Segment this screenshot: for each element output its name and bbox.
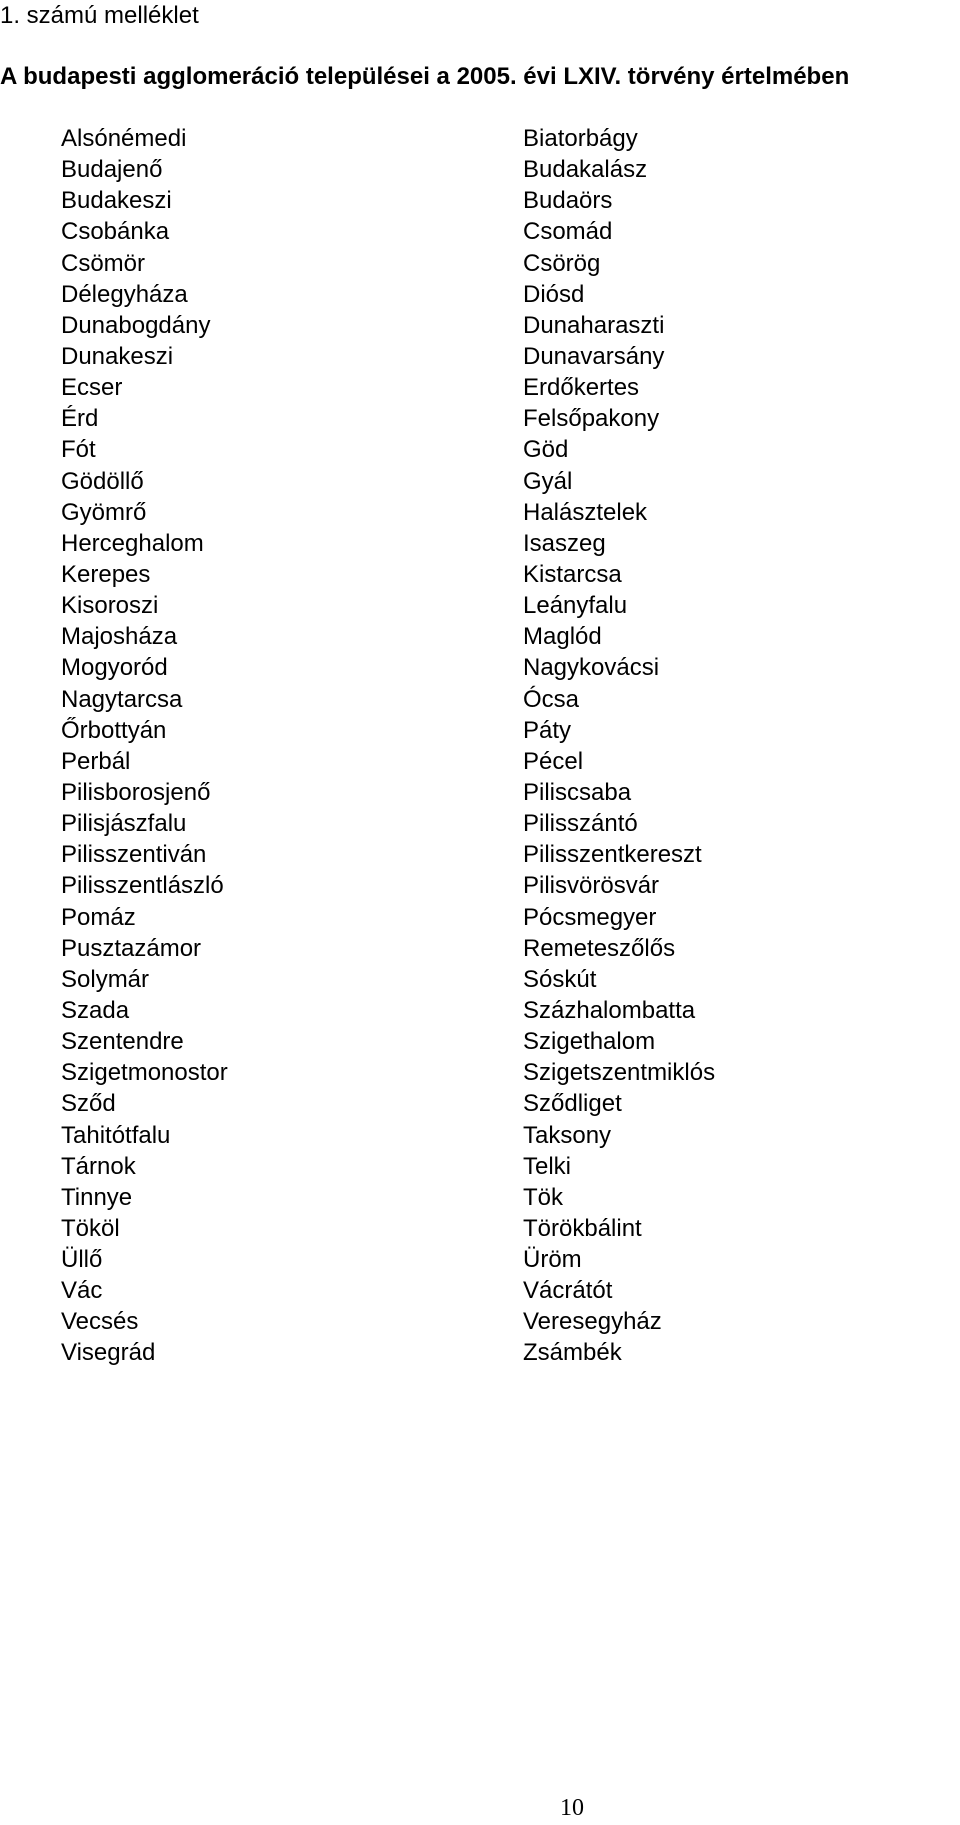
settlement-list-right xyxy=(523,123,715,1369)
settlement-item: Sóskút xyxy=(523,965,597,993)
settlement-item: Veresegyház xyxy=(523,1308,662,1336)
settlement-item: Telki xyxy=(523,1152,572,1180)
settlement-item: Vácrátót xyxy=(523,1277,613,1305)
settlement-item: Pusztazámor xyxy=(61,934,202,962)
settlement-item: Zsámbék xyxy=(523,1339,622,1367)
settlement-item: Pilisjászfalu xyxy=(61,810,187,838)
settlement-item: Csomád xyxy=(523,218,613,246)
settlement-item: Solymár xyxy=(61,965,150,993)
settlement-item: Tahitótfalu xyxy=(61,1121,171,1149)
settlement-item: Budaörs xyxy=(523,187,613,215)
settlement-item: Biatorbágy xyxy=(523,125,638,152)
settlement-item: Páty xyxy=(523,716,572,744)
settlement-item: Pilisszentkereszt xyxy=(523,841,702,869)
page-number: 10 xyxy=(560,1795,584,1821)
settlement-item: Kisoroszi xyxy=(61,592,159,620)
settlement-item: Gödöllő xyxy=(61,467,144,495)
settlement-item: Ócsa xyxy=(523,685,580,713)
settlement-item: Perbál xyxy=(61,747,131,775)
settlement-item: Vác xyxy=(61,1277,103,1305)
settlement-list-left xyxy=(61,123,228,1369)
settlement-item: Nagytarcsa xyxy=(61,685,183,713)
settlement-item: Alsónémedi xyxy=(61,125,187,152)
settlement-item: Kistarcsa xyxy=(523,560,622,588)
settlement-item: Pilisvörösvár xyxy=(523,872,660,900)
settlement-item: Fót xyxy=(61,436,96,464)
settlement-item: Tök xyxy=(523,1183,564,1211)
settlement-item: Göd xyxy=(523,436,569,464)
settlement-item: Pilisszentlászló xyxy=(61,872,224,900)
settlement-item: Szigetmonostor xyxy=(61,1059,228,1087)
settlement-item: Nagykovácsi xyxy=(523,654,660,682)
settlement-item: Kerepes xyxy=(61,560,151,588)
settlement-item: Dunabogdány xyxy=(61,311,211,339)
settlement-item: Pilisszántó xyxy=(523,810,638,838)
settlement-item: Maglód xyxy=(523,623,602,651)
settlement-item: Diósd xyxy=(523,280,585,308)
settlement-item: Budakalász xyxy=(523,156,648,184)
settlement-item: Pócsmegyer xyxy=(523,903,657,931)
settlement-item: Taksony xyxy=(523,1121,612,1149)
settlement-item: Sződliget xyxy=(523,1090,622,1118)
settlement-item: Pomáz xyxy=(61,903,136,931)
settlement-item: Budakeszi xyxy=(61,187,172,215)
settlement-item: Üllő xyxy=(61,1246,103,1274)
settlement-item: Szigethalom xyxy=(523,1028,656,1056)
settlement-item: Szigetszentmiklós xyxy=(523,1059,716,1087)
settlement-item: Leányfalu xyxy=(523,592,628,620)
settlement-item: Dunavarsány xyxy=(523,342,665,370)
settlement-item: Dunakeszi xyxy=(61,342,174,370)
settlement-item: Gyál xyxy=(523,467,573,495)
settlement-item: Délegyháza xyxy=(61,280,188,308)
settlement-item: Gyömrő xyxy=(61,498,147,526)
settlement-item: Őrbottyán xyxy=(61,716,167,744)
settlement-item: Pilisborosjenő xyxy=(61,778,211,806)
settlement-item: Dunaharaszti xyxy=(523,311,665,339)
settlement-item: Remeteszőlős xyxy=(523,934,676,962)
settlement-item: Mogyoród xyxy=(61,654,168,682)
settlement-item: Isaszeg xyxy=(523,529,606,557)
settlement-item: Pécel xyxy=(523,747,584,775)
settlement-item: Szada xyxy=(61,996,130,1024)
settlement-item: Csobánka xyxy=(61,218,170,246)
settlement-item: Budajenő xyxy=(61,156,163,184)
settlement-item: Üröm xyxy=(523,1246,582,1274)
settlement-item: Szentendre xyxy=(61,1028,184,1056)
settlement-item: Felsőpakony xyxy=(523,405,660,433)
settlement-item: Csörög xyxy=(523,249,601,277)
settlement-item: Herceghalom xyxy=(61,529,204,557)
settlement-item: Sződ xyxy=(61,1090,116,1118)
settlement-item: Tököl xyxy=(61,1214,120,1242)
settlement-item: Százhalombatta xyxy=(523,996,696,1024)
settlement-item: Ecser xyxy=(61,374,123,402)
settlement-item: Tárnok xyxy=(61,1152,136,1180)
settlement-item: Csömör xyxy=(61,249,146,277)
settlement-item: Halásztelek xyxy=(523,498,648,526)
document-title: A budapesti agglomeráció települései a 2005. évi LXIV. törvény értelmében xyxy=(0,63,850,90)
settlement-item: Majosháza xyxy=(61,623,178,651)
settlement-item: Vecsés xyxy=(61,1308,139,1336)
settlement-item: Piliscsaba xyxy=(523,778,632,806)
settlement-item: Visegrád xyxy=(61,1339,156,1367)
annex-label: 1. számú melléklet xyxy=(0,2,199,29)
settlement-item: Érd xyxy=(61,405,99,433)
settlement-item: Pilisszentiván xyxy=(61,841,207,869)
settlement-item: Erdőkertes xyxy=(523,374,640,402)
settlement-item: Törökbálint xyxy=(523,1214,642,1242)
settlement-item: Tinnye xyxy=(61,1183,133,1211)
